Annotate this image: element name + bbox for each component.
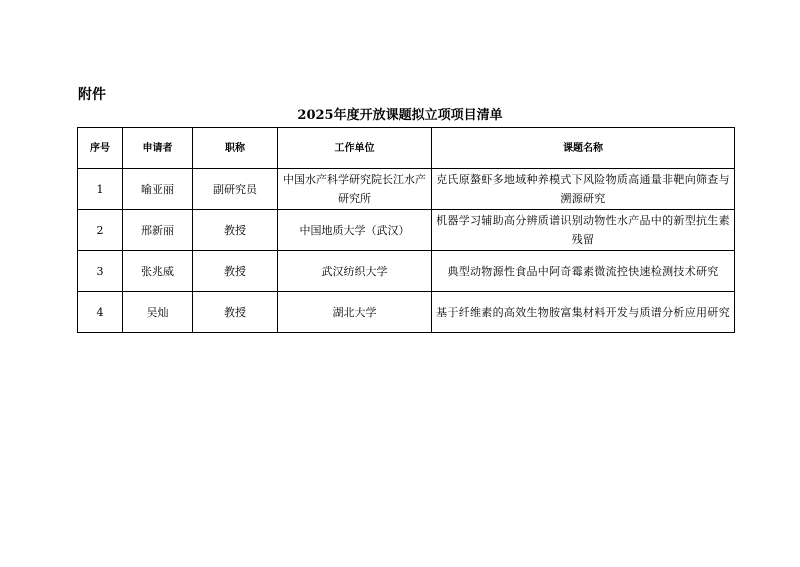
header-unit: 工作单位 <box>278 128 432 169</box>
row-topic: 基于纤维素的高效生物胺富集材料开发与质谱分析应用研究 <box>432 292 735 333</box>
header-topic: 课题名称 <box>432 128 735 169</box>
table-row <box>78 210 735 251</box>
row-no: 2 <box>78 210 123 251</box>
row-applicant: 吴灿 <box>123 292 193 333</box>
table-row <box>78 169 735 210</box>
row-position: 教授 <box>193 210 278 251</box>
row-no: 4 <box>78 292 123 333</box>
project-table <box>77 127 735 333</box>
row-unit: 中国地质大学（武汉） <box>278 210 432 251</box>
row-unit: 湖北大学 <box>278 292 432 333</box>
row-unit: 中国水产科学研究院长江水产研究所 <box>278 169 432 210</box>
table-row <box>78 292 735 333</box>
row-topic: 机器学习辅助高分辨质谱识别动物性水产品中的新型抗生素残留 <box>432 210 735 251</box>
row-position: 教授 <box>193 251 278 292</box>
row-position: 教授 <box>193 292 278 333</box>
row-no: 3 <box>78 251 123 292</box>
row-no: 1 <box>78 169 123 210</box>
header-no: 序号 <box>78 128 123 169</box>
row-applicant: 邢新丽 <box>123 210 193 251</box>
row-applicant: 喻亚丽 <box>123 169 193 210</box>
row-position: 副研究员 <box>193 169 278 210</box>
header-position: 职称 <box>193 128 278 169</box>
attachment-label: 附件 <box>78 87 106 103</box>
document-title: 2025年度开放课题拟立项项目清单 <box>297 108 503 123</box>
table-header-row <box>78 128 735 169</box>
table-row <box>78 251 735 292</box>
row-topic: 克氏原螯虾多地域种养模式下风险物质高通量非靶向筛查与溯源研究 <box>432 169 735 210</box>
row-unit: 武汉纺织大学 <box>278 251 432 292</box>
row-applicant: 张兆威 <box>123 251 193 292</box>
header-applicant: 申请者 <box>123 128 193 169</box>
row-topic: 典型动物源性食品中阿奇霉素微流控快速检测技术研究 <box>432 251 735 292</box>
